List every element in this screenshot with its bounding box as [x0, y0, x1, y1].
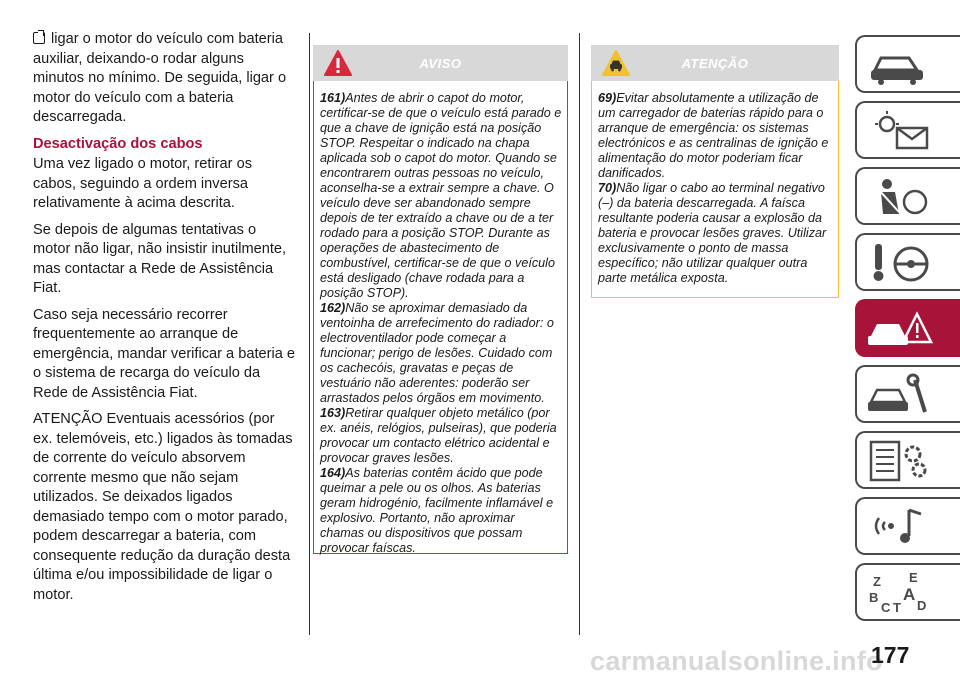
aviso-item [320, 301, 562, 406]
item-number: 163) [320, 406, 346, 420]
index-letter: A [903, 585, 916, 604]
tab-safety[interactable] [855, 167, 960, 225]
item-text: Não se aproximar demasiado da ventoinha de arrefecimento do radiador: o electroventilador pode começar a funcionar; perigo de lesões. Cuidado com os cachecóis, gravatas e peças de vestuário não aderentes: poderão ser arrastados pelos órgãos em movimento. [320, 301, 554, 405]
item-text: Evitar absolutamente a utilização de um carregador de baterias rápido para o arranque de emergência: os sistemas electrónicos e as centralinas de ignição e alimentação do motor poderiam ficar danificados. [598, 91, 829, 180]
tab-index[interactable] [855, 563, 960, 621]
column-divider [309, 33, 310, 635]
index-icon [865, 570, 935, 616]
index-letter: T [893, 600, 901, 615]
paragraph-attention: ATENÇÃO Eventuais acessórios (por ex. telemóveis, etc.) ligados às tomadas de corrente do veículo absorvem corrente mesmo que não sejam utilizados. Se deixados ligados demasiado tempo com o motor parado, podem descarregar a bateria, com consequente redução da duração desta última e/ou impossibilidade de ligar o motor. [33, 411, 293, 603]
safety-airbag-icon [865, 174, 935, 220]
tab-emergency[interactable] [855, 299, 960, 357]
tab-technical-data[interactable] [855, 431, 960, 489]
index-letter: D [917, 598, 927, 613]
tab-warning-lights[interactable] [855, 101, 960, 159]
paragraph-continued [33, 30, 297, 128]
column-divider [579, 33, 580, 635]
item-text: Retirar qualquer objeto metálico (por ex. anéis, relógios, pulseiras), que poderia provocar um contacto elétrico acidental e provocar graves lesões. [320, 406, 557, 465]
paragraph: Uma vez ligado o motor, retirar os cabos, seguindo a ordem inversa relativamente à acima descrita. [33, 156, 252, 211]
item-number: 164) [320, 466, 346, 480]
car-overview-icon [865, 42, 935, 88]
technical-data-icon [865, 438, 935, 484]
tab-multimedia[interactable] [855, 497, 960, 555]
atencao-box [591, 45, 839, 298]
main-text-column [33, 30, 297, 612]
page-number: 177 [871, 642, 910, 668]
atencao-item [598, 181, 833, 286]
starting-driving-icon [865, 240, 935, 286]
index-letter: Z [873, 574, 881, 589]
aviso-item [320, 466, 562, 556]
aviso-body [313, 81, 568, 554]
emergency-icon [865, 306, 935, 352]
maintenance-icon [865, 372, 935, 418]
tab-maintenance[interactable] [855, 365, 960, 423]
paragraph: Se depois de algumas tentativas o motor não ligar, não insistir inutilmente, mas contactar a Rede de Assistência Fiat. [33, 221, 287, 296]
index-letter: E [909, 570, 918, 585]
aviso-item [320, 406, 562, 466]
item-number: 69) [598, 91, 617, 105]
warning-lights-icon [865, 108, 935, 154]
section-heading: Desactivação dos cabos [33, 135, 203, 152]
aviso-box [313, 45, 568, 554]
aviso-title: AVISO [419, 56, 462, 71]
tab-starting-driving[interactable] [855, 233, 960, 291]
index-letter: C [881, 600, 891, 615]
item-number: 70) [598, 181, 617, 195]
atencao-body [591, 81, 839, 298]
chapter-tabs [855, 35, 960, 629]
item-number: 161) [320, 91, 346, 105]
item-text: Antes de abrir o capot do motor, certificar-se de que o veículo está parado e que a chave de ignição está na posição STOP. Respeitar o indicado na chapa aplicada sob o capot do motor. Quando se encontrarem outras pessoas no veículo, aconselha-se a extrair sempre a chave. O veículo deve ser abandonado sempre depois de ter extraído a chave ou de a ter rodado para a posição STOP. Durante as operações de abastecimento de combustível, certificar-se de que o veículo está desligado (chave rodada para a posição STOP). [320, 91, 562, 300]
index-letter: B [869, 590, 879, 605]
paragraph: Caso seja necessário recorrer frequentemente ao arranque de emergência, mandar verificar a bateria e o sistema de recarga do veículo da Rede de Assistência Fiat. [33, 306, 296, 401]
tab-car-overview[interactable] [855, 35, 960, 93]
item-text: Não ligar o cabo ao terminal negativo (–) da bateria descarregada. A faísca resultante poderia causar a explosão da bateria e provocar lesões graves. Utilizar exclusivamente o ponto de massa específico; não utilizar qualquer outra parte metálica exposta. [598, 181, 827, 285]
item-text: As baterias contêm ácido que pode queimar a pele ou os olhos. As baterias geram hidrogénio, facilmente inflamável e explosivo. Portanto, não aproximar chamas ou dispositivos que possam provocar faíscas. [320, 466, 554, 555]
watermark: carmanualsonline.info [590, 646, 883, 676]
atencao-item [598, 91, 833, 181]
atencao-header [591, 45, 839, 81]
paragraph-text: ligar o motor do veículo com bateria auxiliar, deixando-o rodar alguns minutos no mínimo. De seguida, ligar o motor do veículo com a bateria descarregada. [33, 31, 287, 125]
atencao-title: ATENÇÃO [681, 56, 749, 71]
aviso-header [313, 45, 568, 81]
continued-arrow-icon [33, 32, 45, 44]
item-number: 162) [320, 301, 346, 315]
multimedia-icon [865, 504, 935, 550]
aviso-item [320, 91, 562, 301]
